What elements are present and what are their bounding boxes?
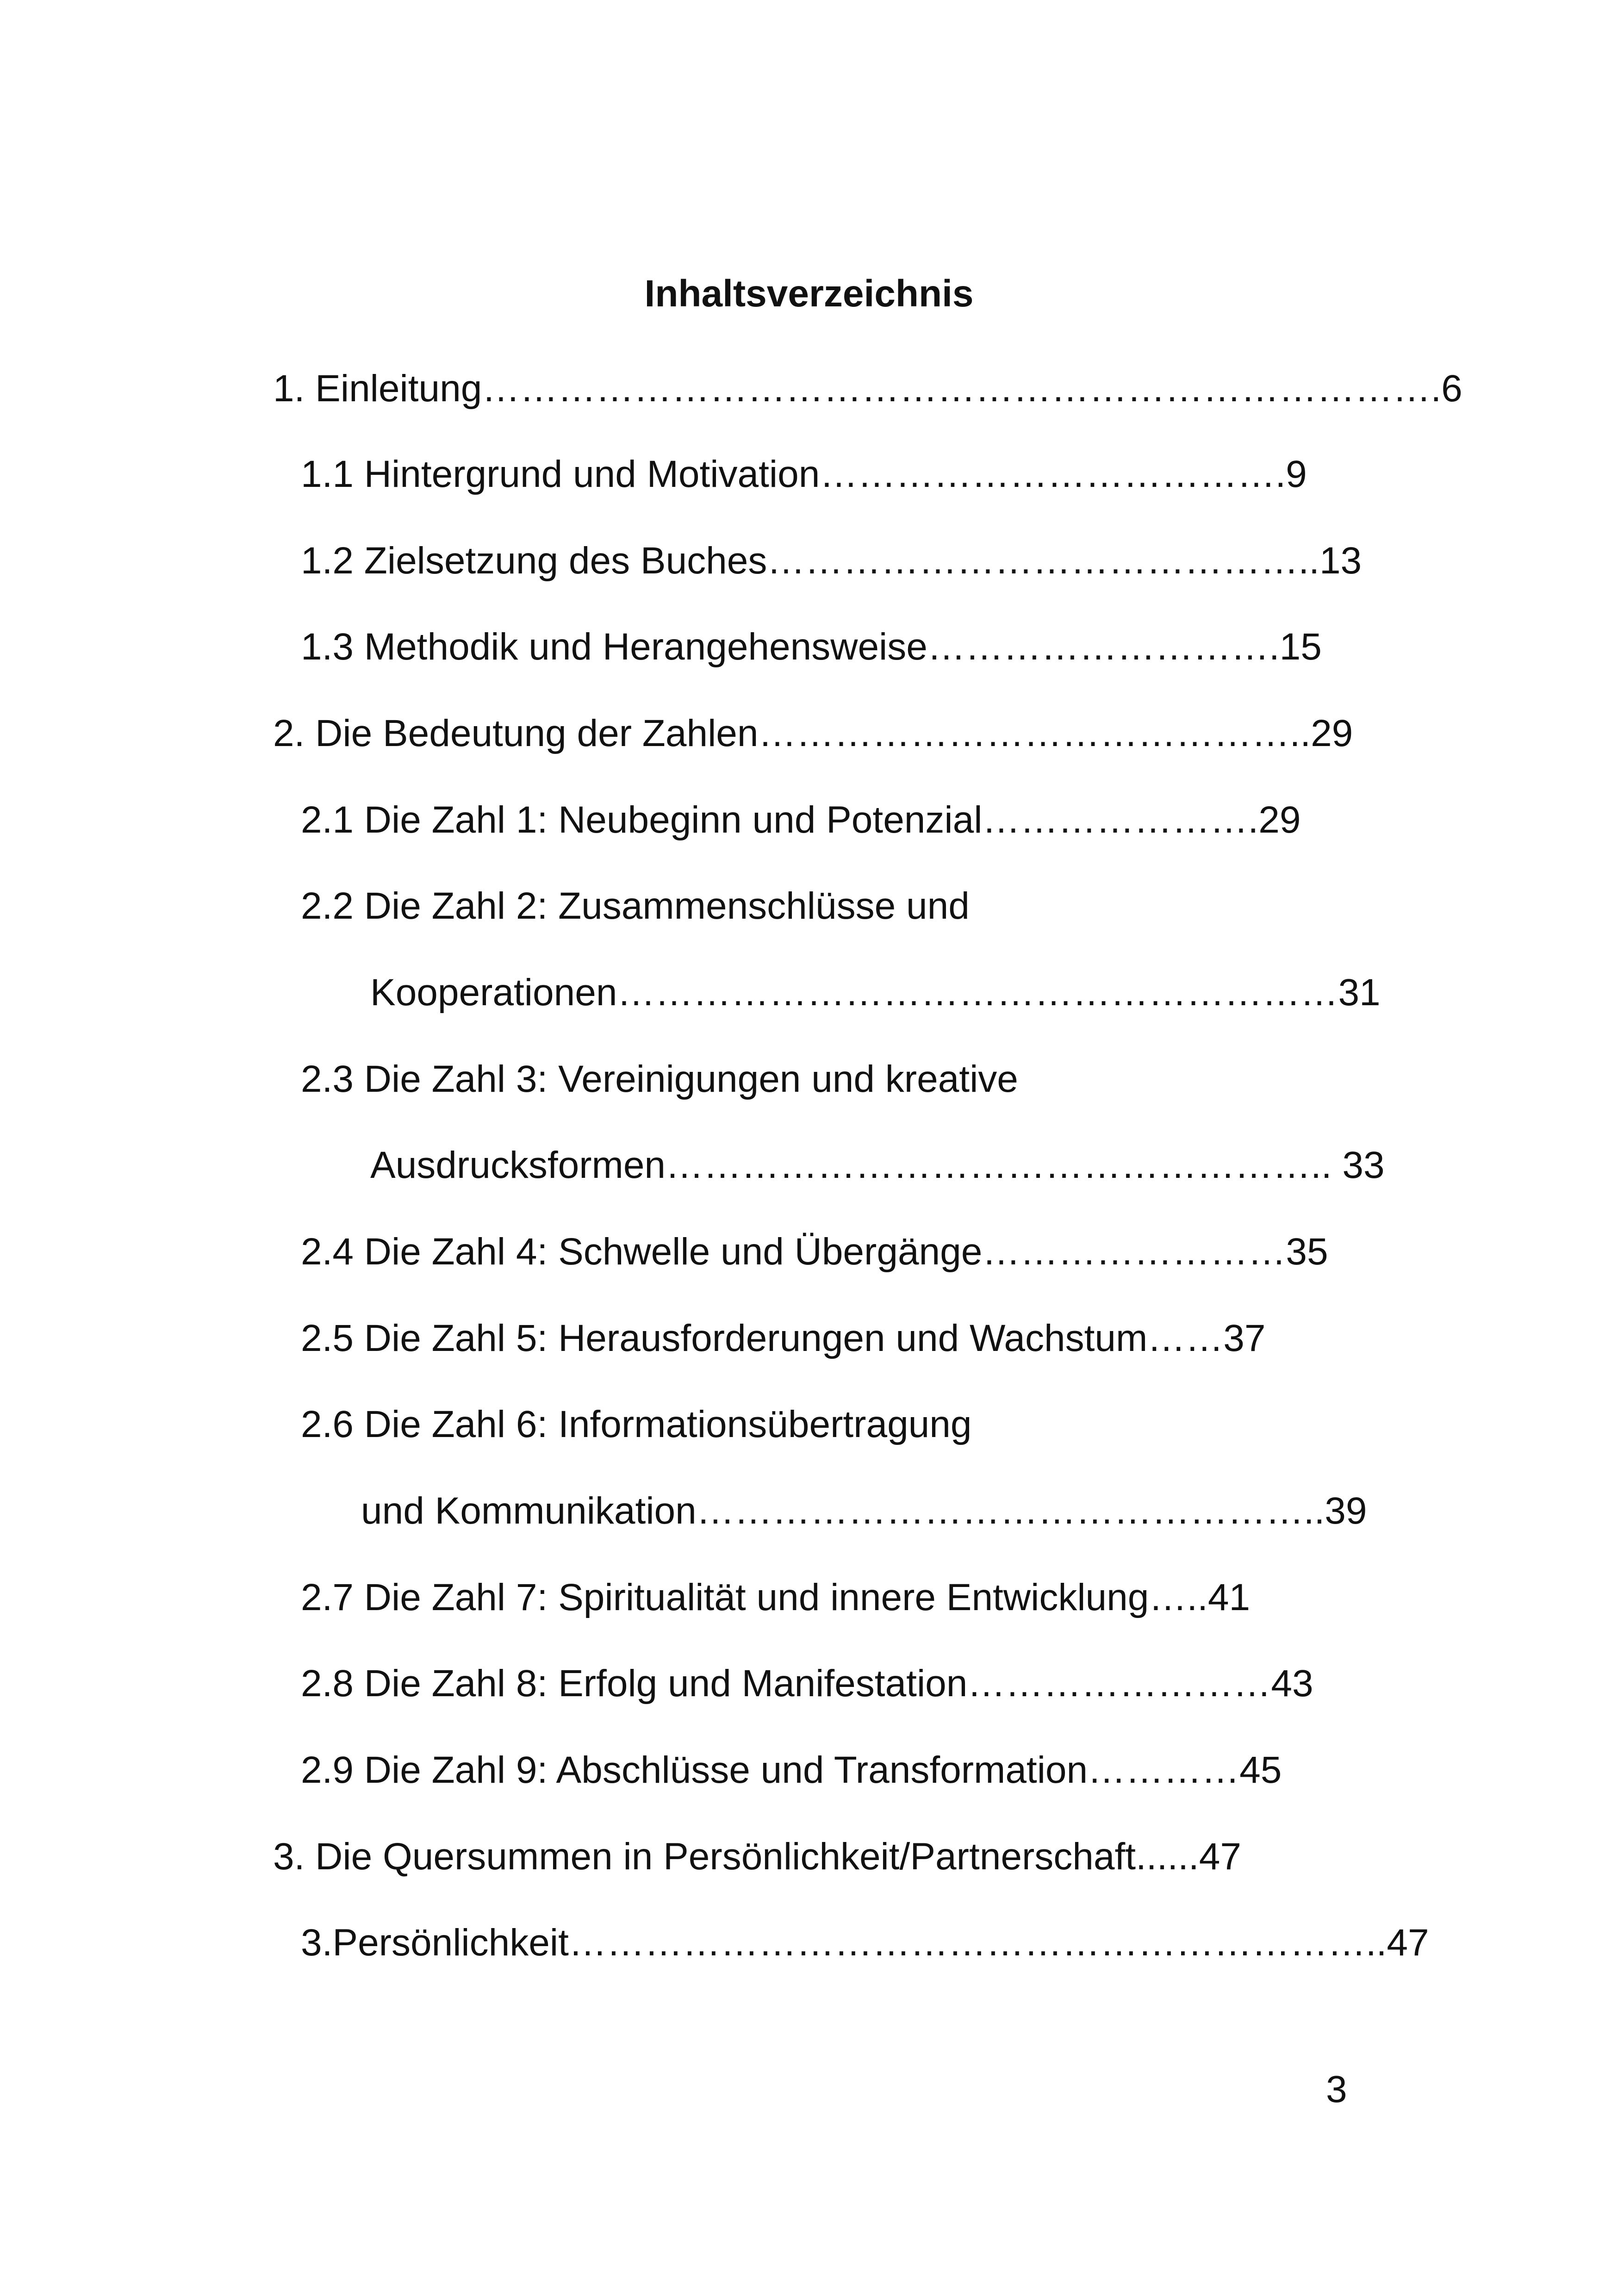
toc-entry-1-3: 1.3 Methodik und Herangehensweise……………………….15 [301, 626, 1322, 668]
toc-title: Inhaltsverzeichnis [644, 273, 974, 315]
toc-entry-2-1: 2.1 Die Zahl 1: Neubeginn und Potenzial………………….29 [301, 799, 1301, 841]
toc-entry-2-3: 2.3 Die Zahl 3: Vereinigungen und kreative [301, 1058, 1018, 1100]
toc-entry-2-6-continued: und Kommunikation…………………………………………..39 [361, 1490, 1367, 1532]
toc-entry-2-8: 2.8 Die Zahl 8: Erfolg und Manifestation……………………43 [301, 1662, 1313, 1705]
toc-entry-2-2-continued: Kooperationen…………………………………………………31 [370, 971, 1381, 1014]
toc-entry-2-7: 2.7 Die Zahl 7: Spiritualität und innere Entwicklung…..41 [301, 1576, 1251, 1618]
toc-entry-2-4: 2.4 Die Zahl 4: Schwelle und Übergänge……………………35 [301, 1231, 1328, 1273]
toc-entry-3-1: 3.Persönlichkeit………………………………………………………..47 [301, 1922, 1429, 1964]
toc-entry-1-2: 1.2 Zielsetzung des Buches……………………………………..13 [301, 540, 1362, 582]
toc-entry-2: 2. Die Bedeutung der Zahlen……………………………………..29 [273, 712, 1353, 754]
toc-entry-2-3-continued: Ausdrucksformen…………………………………………….. 33 [370, 1144, 1385, 1186]
toc-entry-2-6: 2.6 Die Zahl 6: Informationsübertragung [301, 1403, 972, 1445]
toc-entry-3: 3. Die Quersummen in Persönlichkeit/Partnerschaft......47 [273, 1836, 1241, 1878]
toc-entry-1: 1. Einleitung………………………………………………………………….6 [273, 367, 1462, 410]
toc-entry-1-1: 1.1 Hintergrund und Motivation……………………………….9 [301, 453, 1307, 495]
page-number: 3 [1326, 2068, 1347, 2110]
toc-entry-2-5: 2.5 Die Zahl 5: Herausforderungen und Wachstum……37 [301, 1317, 1266, 1359]
toc-entry-2-9: 2.9 Die Zahl 9: Abschlüsse und Transformation…………45 [301, 1749, 1282, 1791]
toc-entry-2-2: 2.2 Die Zahl 2: Zusammenschlüsse und [301, 885, 970, 927]
